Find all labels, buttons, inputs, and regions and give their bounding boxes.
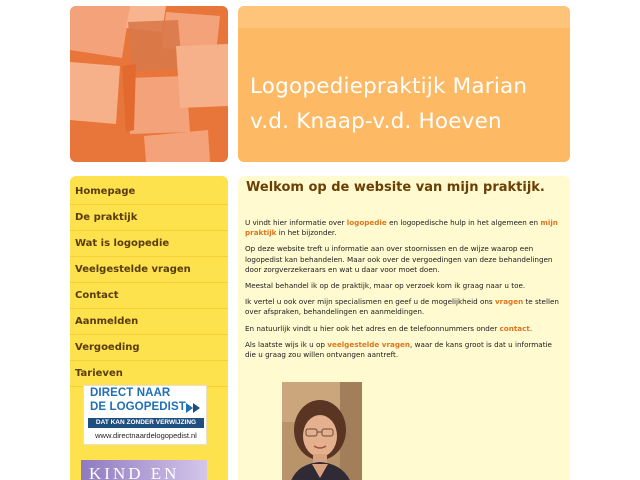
direct-naar-de-logopedist-banner[interactable]: [83, 385, 207, 445]
site-title-line1: Logopediepraktijk Marian: [250, 74, 528, 99]
logo-graphic: [70, 6, 228, 162]
sidebar: [70, 176, 228, 480]
nav-item-aanmelden[interactable]: Aanmelden: [70, 309, 228, 335]
p6-pre: Als laatste wijs ik u op: [245, 339, 328, 349]
intro-text: [245, 218, 563, 366]
paragraph-3: Meestal behandel ik op de praktijk, maar op verzoek kom ik graag naar u toe.: [245, 281, 526, 291]
banner-url: www.directnaardelogopedist.nl: [95, 431, 197, 440]
paragraph-4: [245, 297, 563, 317]
site-title-line2: v.d. Knaap-v.d. Hoeven: [250, 109, 502, 134]
paragraph-6: [245, 340, 563, 360]
banner-tagline: DAT KAN ZONDER VERWIJZING: [88, 418, 204, 428]
nav-item-wat-is-logopedie[interactable]: Wat is logopedie: [70, 231, 228, 257]
p4-post: te stellen over afspraken, behandelingen en aanmeldingen.: [245, 297, 559, 317]
site-title: [250, 69, 566, 139]
p5-post: .: [529, 323, 533, 333]
site-header: [238, 6, 570, 162]
link-logopedie[interactable]: logopedie: [346, 218, 387, 227]
nav-item-homepage[interactable]: Homepage: [70, 176, 228, 205]
main-content: [238, 176, 570, 480]
p1-post: in het bijzonder.: [276, 228, 337, 238]
link-veelgestelde-vragen[interactable]: veelgestelde vragen: [327, 339, 410, 349]
nav-menu: [70, 176, 228, 387]
link-contact[interactable]: contact: [499, 323, 530, 333]
kind-banner[interactable]: [81, 460, 207, 480]
nav-item-veelgestelde-vragen[interactable]: Veelgestelde vragen: [70, 257, 228, 283]
paragraph-2: Op deze website treft u informatie aan over stoornissen en de wijze waarop een logopedist kan behandelen. Maar ook over de vergoedingen van deze behandelingen door zorgverzekeraars en wat u daar voor moet doen.: [245, 244, 553, 274]
p4-pre: Ik vertel u ook over mijn specialismen en geef u de mogelijkheid ons: [245, 297, 495, 307]
banner-line1: DIRECT NAAR: [90, 387, 171, 399]
nav-item-contact[interactable]: Contact: [70, 283, 228, 309]
p1-mid: en logopedische hulp in het algemeen en: [386, 218, 541, 227]
site-logo[interactable]: [70, 6, 228, 162]
nav-item-tarieven[interactable]: Tarieven: [70, 361, 228, 387]
portrait-image: [282, 382, 362, 480]
p5-pre: En natuurlijk vindt u hier ook het adres en de telefoonnummers onder: [245, 323, 500, 333]
paragraph-1: [245, 218, 563, 238]
double-chevron-right-icon: [186, 403, 202, 413]
p1-pre: U vindt hier informatie over: [245, 218, 347, 227]
paragraph-5: [245, 324, 563, 334]
welcome-heading: Welkom op de website van mijn praktijk.: [246, 180, 545, 195]
link-mijn-praktijk[interactable]: mijn praktijk: [245, 218, 558, 238]
nav-item-vergoeding[interactable]: Vergoeding: [70, 335, 228, 361]
kind-banner-text: KIND EN: [89, 464, 180, 480]
nav-item-de-praktijk[interactable]: De praktijk: [70, 205, 228, 231]
p6-post: , waar de kans groot is dat u informatie die u graag zou willen ontvangen aantreft.: [245, 339, 552, 360]
link-vragen[interactable]: vragen: [494, 297, 524, 307]
banner-line2: DE LOGOPEDIST: [90, 401, 186, 413]
portrait-photo: [282, 382, 362, 480]
